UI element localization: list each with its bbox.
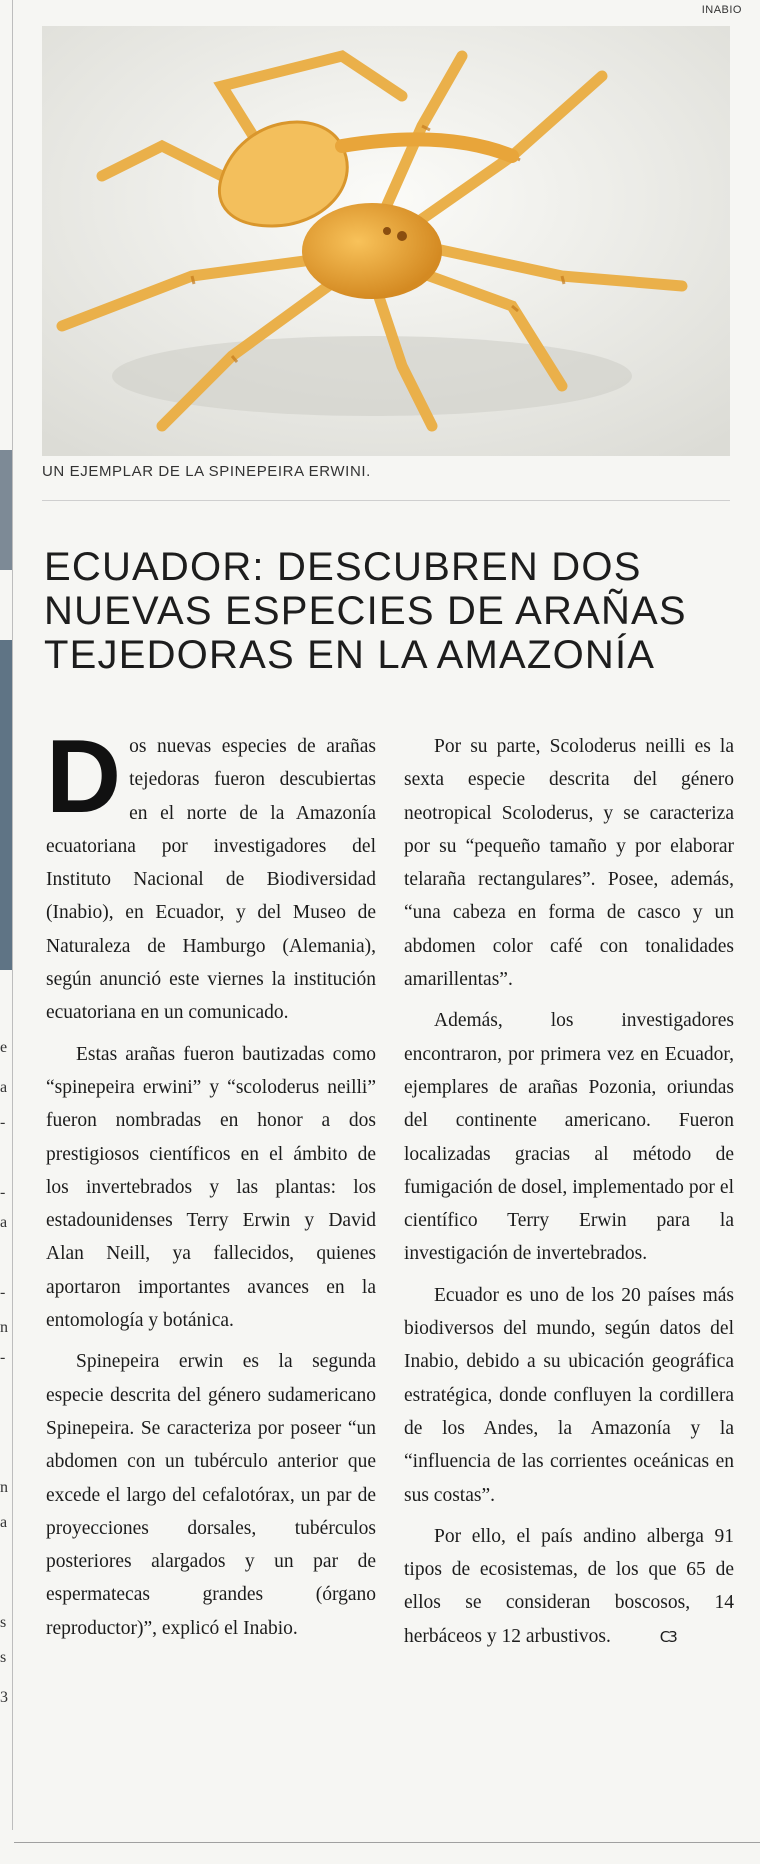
adjacent-page-strip <box>0 0 14 1864</box>
headline <box>44 545 734 677</box>
article-column-1 <box>46 719 376 1653</box>
article-paragraph: Por su parte, Scoloderus neilli es la sexta especie descrita del género neotropical Scoloderus, y se caracteriza por su “pequeño tamaño y por elaborar telaraña rectangulares”. Posee, además, “una cabeza en forma de casco y un abdomen color café con tonalidades amarillentas”. <box>404 736 734 991</box>
divider <box>42 500 730 501</box>
headline-line: ECUADOR: DESCUBREN DOS <box>44 544 642 589</box>
article-paragraph: Ecuador es uno de los 20 países más biodiversos del mundo, según datos del Inabio, debido a su ubicación geográfica estratégica, donde confluyen la cordillera de los Andes, la Amazonía y la “influencia de las corrientes oceánicas en sus costas”. <box>404 1284 734 1506</box>
drop-cap: D <box>46 719 122 835</box>
adjacent-text-fragment: - <box>0 1114 6 1131</box>
adjacent-text-fragment: s <box>0 1649 7 1666</box>
adjacent-text-fragment: e <box>0 1039 8 1056</box>
adjacent-text-fragment: a <box>0 1079 8 1096</box>
paragraph-text: Por ello, el país andino alberga 91 tipos de ecosistemas, de los que 65 de ellos se consideran boscosos, 14 herbáceos y 12 arbustivos. <box>404 1525 734 1647</box>
adjacent-text-fragment: - <box>0 1349 6 1366</box>
article-paragraph <box>404 1520 734 1654</box>
adjacent-text-fragment: - <box>0 1184 6 1201</box>
article-paragraph: Además, los investigadores encontraron, por primera vez en Ecuador, ejemplares de arañas Pozonia, oriundas del continente americano. Fueron localizadas gracias al método de fumigación de dosel, implementado por el científico Terry Erwin para la investigación de invertebrados. <box>404 1010 734 1265</box>
spider-illustration <box>42 26 730 456</box>
spider-photo <box>42 26 730 456</box>
article-paragraph: Estas arañas fueron bautizadas como “spinepeira erwini” y “scoloderus neilli” fueron nombradas en honor a dos prestigiosos científicos en el ámbito de los invertebrados y las plantas: los estadounidenses Terry Erwin y David Alan Neill, ya fallecidos, quienes aportaron importantes avances en la entomología y botánica. <box>46 1043 376 1332</box>
adjacent-text-fragment: - <box>0 1284 6 1301</box>
adjacent-photo-fragment <box>0 640 12 970</box>
page-bottom-rule <box>14 1842 760 1843</box>
headline-line: NUEVAS ESPECIES DE ARAÑAS <box>44 588 687 633</box>
article-column-2 <box>404 730 734 1662</box>
article-paragraph: Spinepeira erwin es la segunda especie descrita del género sudamericano Spinepeira. Se caracteriza por poseer “un abdomen con un tubérculo anterior que excede el largo del cefalotórax, un par de proyecciones dorsales, tubérculos posteriores alargados y un par de espermatecas grandes (órgano reproductor)”, explicó el Inabio. <box>46 1351 376 1639</box>
adjacent-photo-fragment <box>0 450 12 570</box>
adjacent-text-fragment: n <box>0 1479 8 1496</box>
photo-credit: INABIO <box>701 4 742 16</box>
headline-line: TEJEDORAS EN LA AMAZONÍA <box>44 632 656 677</box>
adjacent-text-fragment: a <box>0 1514 8 1531</box>
end-mark-icon: C3 <box>659 1627 676 1646</box>
article-paragraph <box>46 719 376 1030</box>
adjacent-text-fragment: 3 <box>0 1689 8 1706</box>
adjacent-text-fragment: n <box>0 1319 8 1336</box>
paragraph-text: os nuevas especies de arañas tejedoras fueron descubiertas en el norte de la Amazonía ecuatoriana por investigadores del Instituto Nacional de Biodiversidad (Inabio), en Ecuador, y del Museo de Naturaleza de Hamburgo (Alemania), según anunció este viernes la institución ecuatoriana en un comunicado. <box>46 736 376 1024</box>
adjacent-text-fragment: s <box>0 1614 7 1631</box>
adjacent-text-fragment: a <box>0 1214 8 1231</box>
column-rule <box>12 0 13 1830</box>
photo-caption: UN EJEMPLAR DE LA SPINEPEIRA ERWINI. <box>42 463 371 480</box>
